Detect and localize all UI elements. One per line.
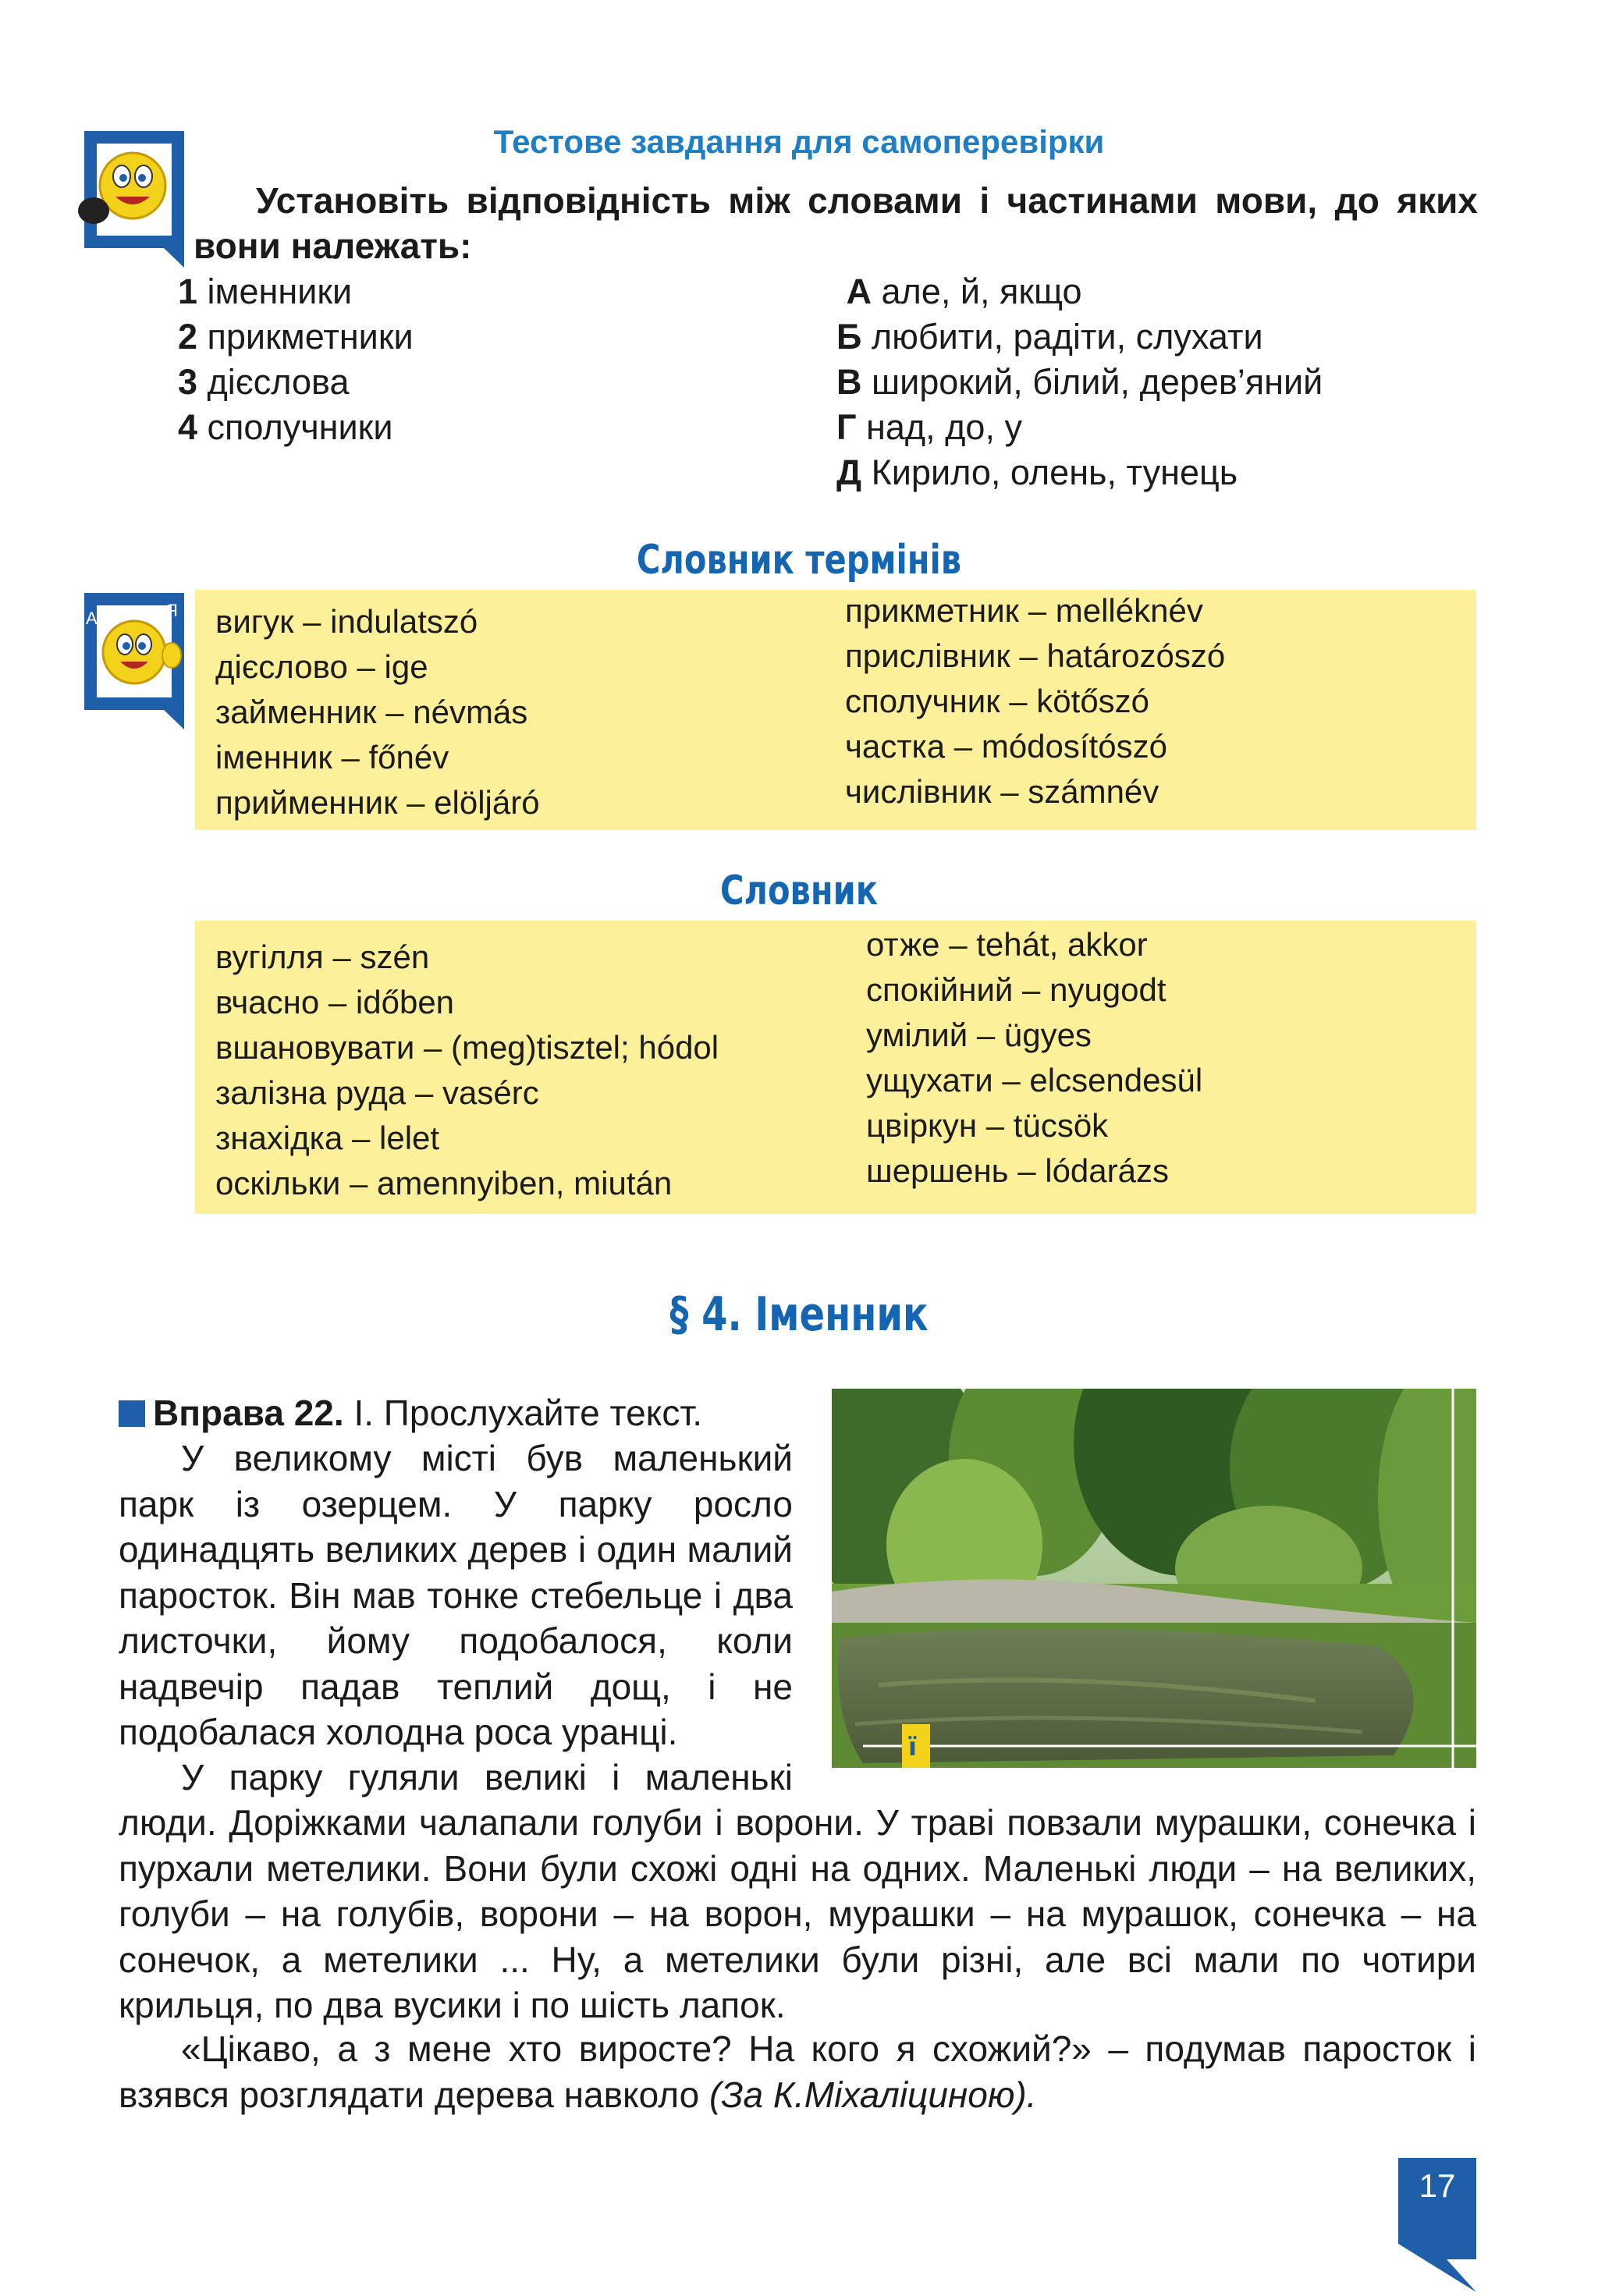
exercise-header [119,1390,702,1435]
dictionary-item: знахідка – lelet [215,1120,440,1156]
svg-text:А: А [86,609,98,628]
page-number: 17 [1419,2167,1456,2204]
list-item: 4 сполучники [178,407,393,447]
list-item: А але, й, якщо [846,271,1082,311]
test-left-list [178,269,414,450]
abc-mascot-icon [78,593,195,733]
square-bullet-icon [119,1400,145,1427]
dictionary-item: вугілля – szén [215,939,430,975]
list-item: 1 іменники [178,271,353,311]
term-item: вигук – indulatszó [215,603,478,640]
dictionary-item: залізна руда – vasérc [215,1074,539,1111]
dictionary-item: оскільки – amennyiben, miután [215,1165,673,1201]
term-item: дієслово – ige [215,648,428,685]
list-item: Д Кирило, олень, тунець [836,452,1238,492]
park-pond-photo [832,1389,1476,1768]
test-title: Тестове завдання для самоперевірки [493,123,1105,160]
test-question: Установіть відповідність між словами і частинами мови, до яких вони належать: [194,180,1478,266]
svg-text:ї: ї [908,1732,917,1762]
dictionary-item: отже – tehát, akkor [866,926,1148,963]
exercise-paragraph-1: У великому місті був маленький парк із озерцем. У парку росло одинадцять великих дерев і один малий паросток. Він мав тонке стебельце і два листочки, йому подобалося, коли надвечір падав теплий дощ, і не подобалася холодна роса уранці. [119,1438,793,1752]
term-item: частка – módosítószó [845,728,1167,765]
dictionary-item: вшановувати – (meg)tisztel; hódol [215,1029,719,1066]
dictionary-item: вчасно – időben [215,984,455,1020]
text-source: (За К.Міхаліциною). [708,2074,1037,2115]
list-item: Б любити, радіти, слухати [836,317,1263,357]
term-item: сполучник – kötőszó [845,683,1150,719]
term-item: числівник – számnév [845,773,1159,810]
dictionary-title: Словник [719,868,879,914]
list-item: В широкий, білий, дерев’яний [836,362,1323,402]
exercise-instruction: І. Прослухайте текст. [343,1393,703,1433]
term-item: прислівник – határozószó [845,637,1226,674]
terms-left-column [215,599,540,825]
terms-right-column [845,588,1225,814]
exercise-paragraph-3: «Цікаво, а з мене хто виросте? На кого я схожий?» – подумав паросток і взявся розглядати дерева навколо (За К.Міхаліциною). [119,2028,1476,2115]
term-item: іменник – főnév [215,739,449,775]
terms-title: Словник термінів [636,537,962,584]
dictionary-item: спокійний – nyugodt [866,971,1167,1008]
dictionary-item: ущухати – elcsendesül [866,1062,1203,1098]
dictionary-right-column [866,922,1202,1194]
dictionary-item: цвіркун – tücsök [866,1107,1109,1144]
dictionary-left-column [215,935,719,1206]
list-item: Г над, до, у [836,407,1022,447]
svg-text:Я: Я [165,601,178,620]
list-item: 3 дієслова [178,362,350,402]
dictionary-item: шершень – lódarázs [866,1152,1169,1189]
term-item: займенник – névmás [215,694,528,730]
section-title: § 4. Іменник [669,1287,929,1342]
exercise-label: Вправа 22. [153,1393,344,1433]
term-item: прикметник – melléknév [845,592,1203,629]
exercise-paragraph-2-start: У парку гуляли великі і маленькі [181,1757,793,1797]
term-item: прийменник – elöljáró [215,784,540,821]
exercise-paragraph-2: люди. Доріжками чалапали голуби і ворони. У траві повзали мурашки, сонечка і пурхали метелики. Вони були схожі одні на одних. Маленькі люди – на великих, голуби – на голубів, ворони – на ворон, мурашки – на мурашок, сонечка – на сонечок, а метелики ... Ну, а метелики були різні, але всі мали по чотири крильця, по два вусики і по шість лапок. [119,1802,1476,2025]
dictionary-item: умілий – ügyes [866,1017,1092,1053]
test-right-list [836,269,1323,495]
list-item: 2 прикметники [178,317,414,357]
